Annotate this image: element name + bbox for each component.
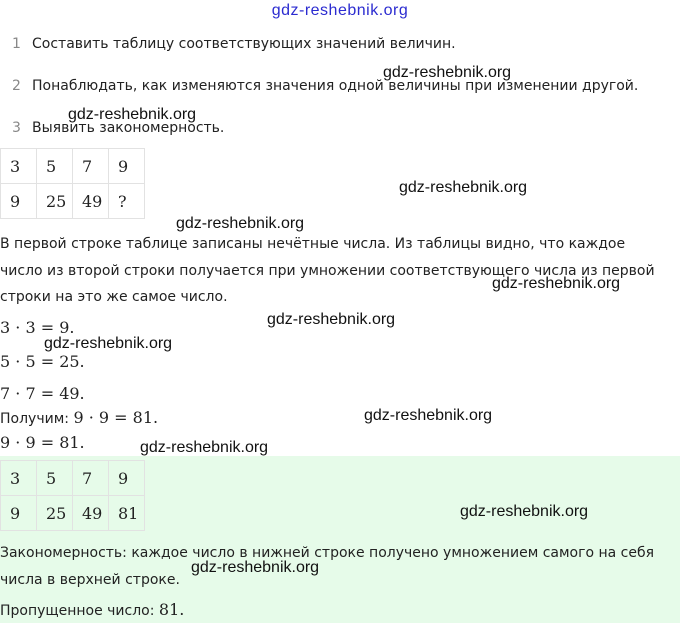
answer-table [0,460,145,531]
table-cell: 49 [73,184,109,219]
watermark: gdz-reshebnik.org [460,503,589,520]
step-2 [12,78,638,94]
watermark: gdz-reshebnik.org [68,106,197,123]
table-row [1,496,145,531]
table-cell: 5 [37,149,73,184]
table-cell: 9 [109,461,145,496]
watermark: gdz-reshebnik.org [383,64,512,81]
explanation-line: В первой строке таблице записаны нечётные числа. Из таблицы видно, что каждое [0,236,626,252]
explanation-line: строки на это же самое число. [0,289,228,305]
step-number: 2 [12,78,21,94]
watermark: gdz-reshebnik.org [364,407,493,424]
result-expression: 9 · 9 = 81. [73,408,159,427]
watermark: gdz-reshebnik.org [176,215,305,232]
table-cell: 25 [37,496,73,531]
answer-label: Пропущенное число: [0,603,155,619]
header-watermark: gdz-reshebnik.org [271,2,409,19]
explanation-paragraph [0,231,676,311]
watermark: gdz-reshebnik.org [492,275,621,292]
table-cell: ? [109,184,145,219]
table-cell: 25 [37,184,73,219]
table-cell: 9 [1,496,37,531]
step-1 [12,36,456,52]
watermark: gdz-reshebnik.org [44,335,173,352]
result-label: Получим: [0,411,69,427]
answer-value: 81. [158,600,185,619]
table-cell: 9 [1,184,37,219]
watermark: gdz-reshebnik.org [191,559,320,576]
equation: 9 · 9 = 81. [0,433,85,452]
watermark: gdz-reshebnik.org [140,439,269,456]
table-row [1,461,145,496]
table-cell: 5 [37,461,73,496]
table-cell: 7 [73,149,109,184]
answer-line [0,600,184,619]
explanation-line: число из второй строки получается при умножении соответствующего числа из первой [0,262,655,279]
pattern-line: Закономерность: каждое число в нижней строке получено умножением самого на себя [0,545,655,561]
table-cell: 3 [1,461,37,496]
equation: 7 · 7 = 49. [0,384,85,403]
table-cell: 9 [109,149,145,184]
table-cell: 7 [73,461,109,496]
table-cell: 3 [1,149,37,184]
pattern-paragraph [0,540,676,593]
table-cell: 49 [73,496,109,531]
values-table [0,148,145,219]
table-cell: 81 [109,496,145,531]
step-text: Выявить закономерность. [32,120,225,136]
result-line [0,408,158,427]
step-text: Понаблюдать, как изменяются значения одной величины при изменении другой. [32,78,639,94]
step-number: 3 [12,120,21,136]
pattern-line: числа в верхней строке. [0,571,180,588]
table-row [1,184,145,219]
equation: 5 · 5 = 25. [0,352,85,371]
step-text: Составить таблицу соответствующих значений величин. [32,36,456,52]
step-number: 1 [12,36,21,52]
equation: 3 · 3 = 9. [0,318,75,337]
watermark: gdz-reshebnik.org [267,311,396,328]
watermark: gdz-reshebnik.org [399,179,528,196]
table-row [1,149,145,184]
